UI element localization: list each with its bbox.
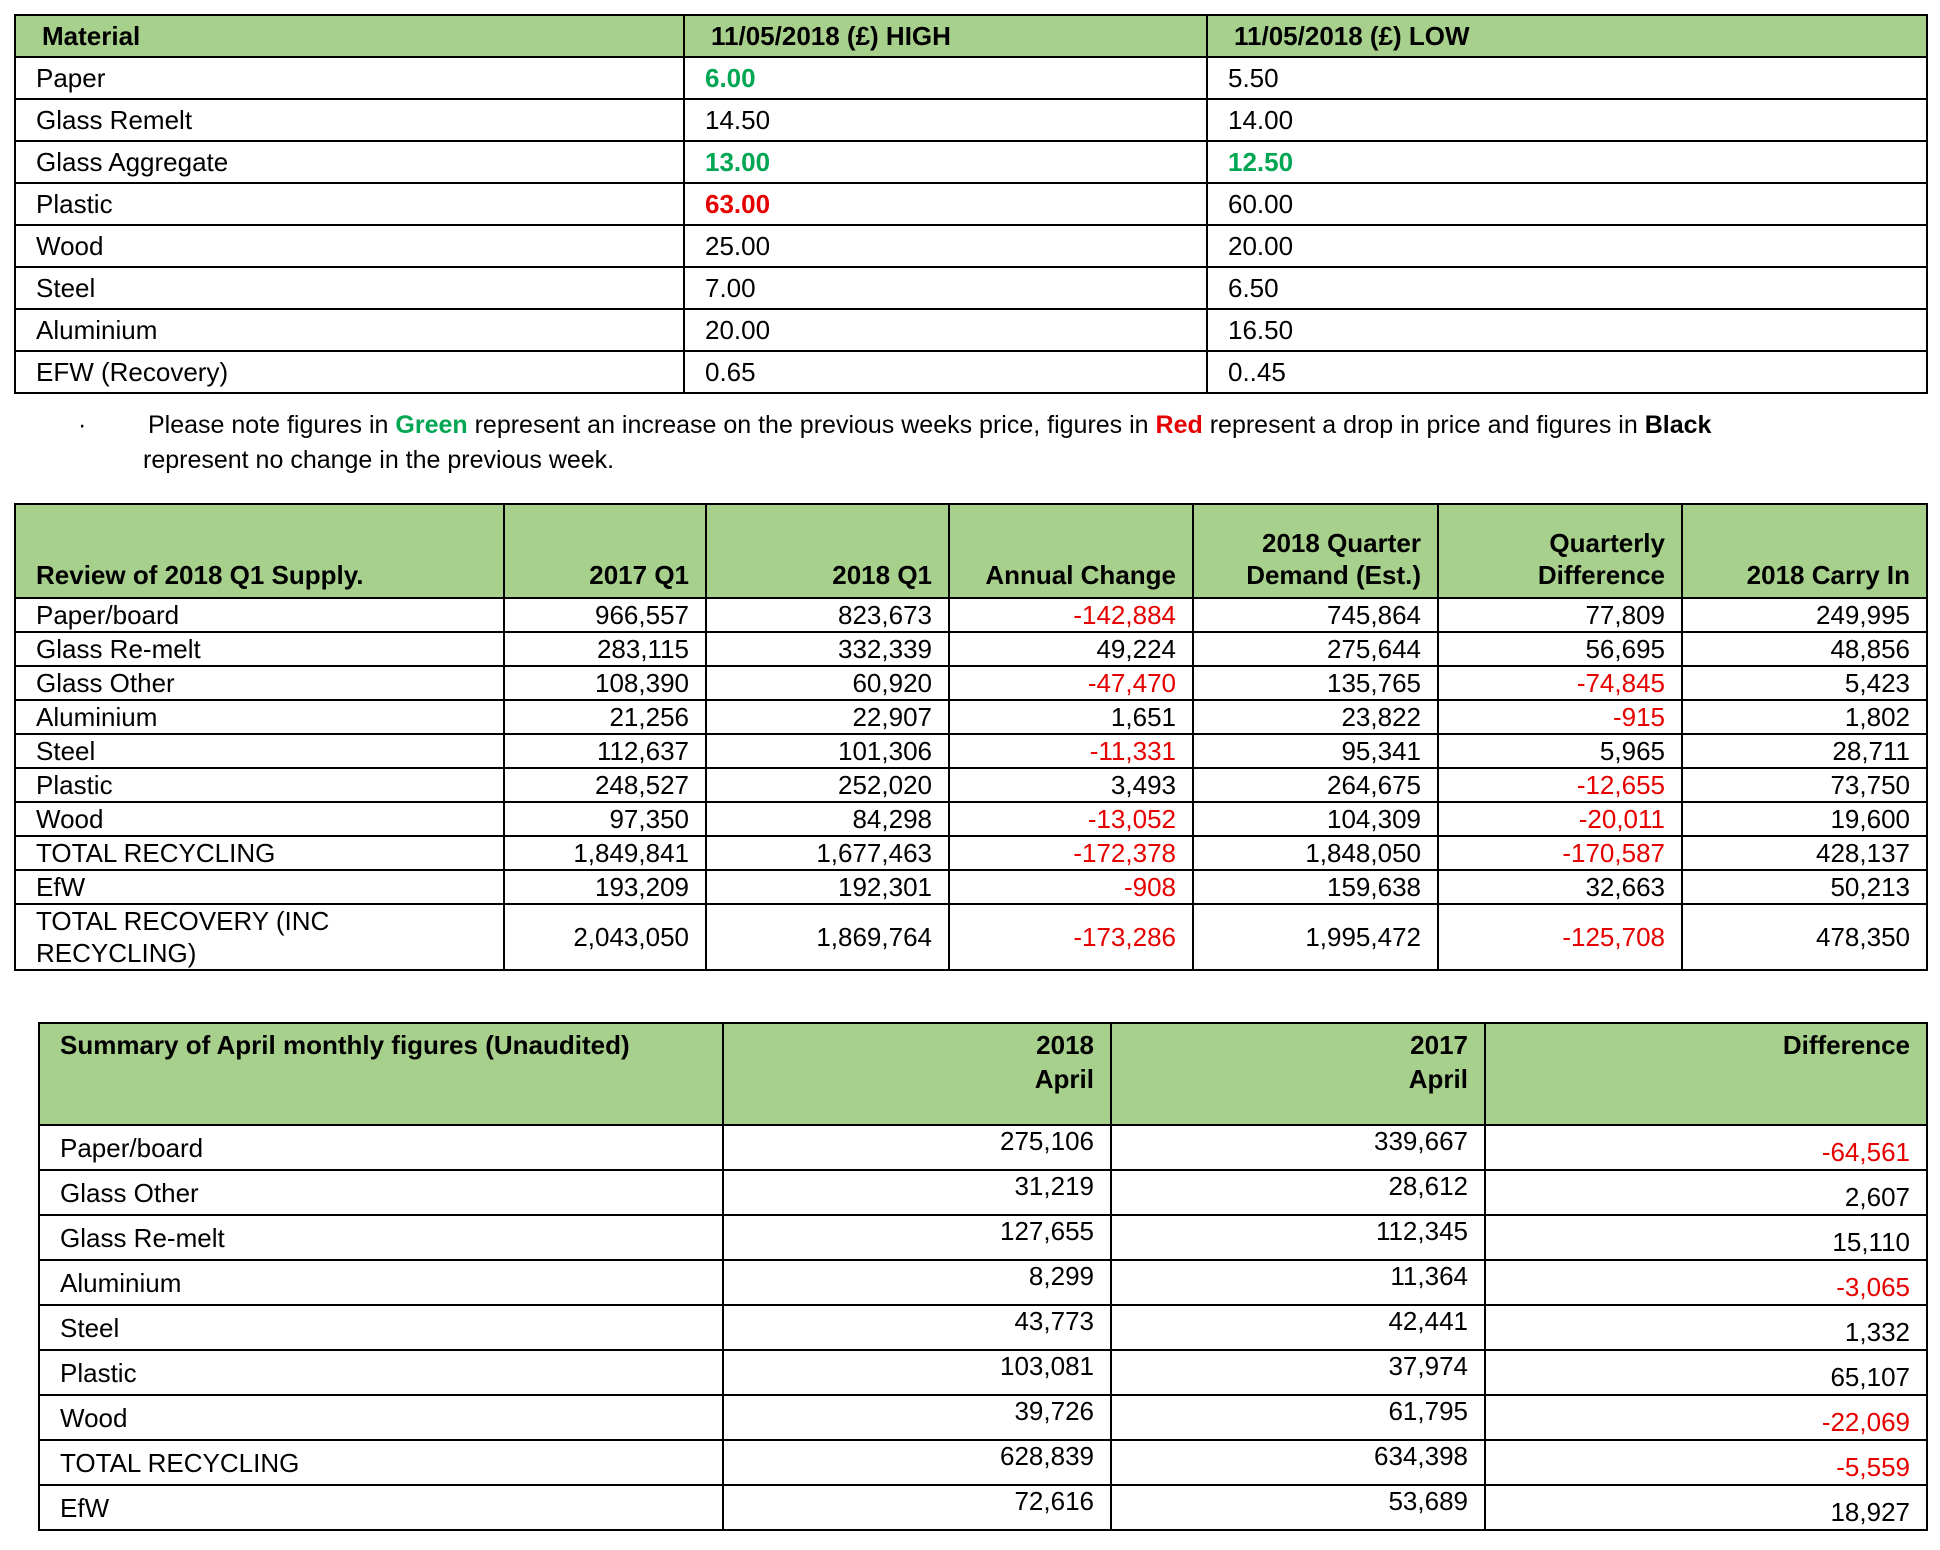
quarterly-difference-cell: 77,809 xyxy=(1438,598,1682,632)
carry-in-cell: 478,350 xyxy=(1682,904,1927,970)
carry-in-cell: 428,137 xyxy=(1682,836,1927,870)
supply-label-cell: Steel xyxy=(15,734,504,768)
april-difference-cell: -5,559 xyxy=(1485,1440,1927,1485)
april-2018-cell: 275,106 xyxy=(723,1125,1111,1170)
note-line-1 xyxy=(148,408,1711,443)
april-row xyxy=(39,1260,1927,1305)
supply-label-cell: Glass Re-melt xyxy=(15,632,504,666)
q1-2017-cell: 1,849,841 xyxy=(504,836,706,870)
q1-2017-cell: 966,557 xyxy=(504,598,706,632)
supply-row xyxy=(15,632,1927,666)
note-green-word: Green xyxy=(395,411,468,439)
price-row xyxy=(15,267,1927,309)
material-cell: Paper xyxy=(15,57,684,99)
high-price-cell: 25.00 xyxy=(684,225,1207,267)
supply-label-cell: Aluminium xyxy=(15,700,504,734)
q1-2018-cell: 60,920 xyxy=(706,666,949,700)
note-text: represent an increase on the previous weeks price, figures in xyxy=(467,411,1156,439)
supply-table-header xyxy=(15,504,1927,598)
annual-change-cell: 3,493 xyxy=(949,768,1193,802)
high-price-cell: 13.00 xyxy=(684,141,1207,183)
material-cell: Glass Remelt xyxy=(15,99,684,141)
low-price-cell: 5.50 xyxy=(1207,57,1927,99)
header-quarter-demand: 2018 Quarter Demand (Est.) xyxy=(1193,504,1438,598)
april-2017-cell: 11,364 xyxy=(1111,1260,1485,1305)
april-difference-cell: -3,065 xyxy=(1485,1260,1927,1305)
note-bullet: · xyxy=(78,411,87,439)
header-quarterly-difference: Quarterly Difference xyxy=(1438,504,1682,598)
april-difference-cell: 65,107 xyxy=(1485,1350,1927,1395)
supply-row xyxy=(15,904,1927,970)
quarter-demand-cell: 1,848,050 xyxy=(1193,836,1438,870)
april-difference-cell: 1,332 xyxy=(1485,1305,1927,1350)
supply-label-cell: TOTAL RECYCLING xyxy=(15,836,504,870)
april-label-cell: Steel xyxy=(39,1305,723,1350)
supply-row xyxy=(15,836,1927,870)
april-row xyxy=(39,1485,1927,1530)
april-label-cell: Wood xyxy=(39,1395,723,1440)
supply-review-table xyxy=(14,503,1928,971)
carry-in-cell: 5,423 xyxy=(1682,666,1927,700)
note-line-2: represent no change in the previous week. xyxy=(143,446,615,474)
carry-in-cell: 50,213 xyxy=(1682,870,1927,904)
low-price-cell: 12.50 xyxy=(1207,141,1927,183)
supply-row xyxy=(15,734,1927,768)
april-difference-cell: 18,927 xyxy=(1485,1485,1927,1530)
q1-2017-cell: 21,256 xyxy=(504,700,706,734)
carry-in-cell: 28,711 xyxy=(1682,734,1927,768)
q1-2018-cell: 252,020 xyxy=(706,768,949,802)
supply-label-cell: TOTAL RECOVERY (INC RECYCLING) xyxy=(15,904,504,970)
header-2018-q1: 2018 Q1 xyxy=(706,504,949,598)
q1-2017-cell: 2,043,050 xyxy=(504,904,706,970)
quarterly-difference-cell: -12,655 xyxy=(1438,768,1682,802)
quarter-demand-cell: 104,309 xyxy=(1193,802,1438,836)
note-black-word: Black xyxy=(1644,411,1712,439)
april-table-header xyxy=(39,1023,1927,1125)
low-price-cell: 60.00 xyxy=(1207,183,1927,225)
april-2018-cell: 43,773 xyxy=(723,1305,1111,1350)
annual-change-cell: -908 xyxy=(949,870,1193,904)
quarter-demand-cell: 264,675 xyxy=(1193,768,1438,802)
price-row xyxy=(15,141,1927,183)
price-row xyxy=(15,309,1927,351)
april-2017-cell: 42,441 xyxy=(1111,1305,1485,1350)
quarter-demand-cell: 745,864 xyxy=(1193,598,1438,632)
april-2017-cell: 112,345 xyxy=(1111,1215,1485,1260)
april-label-cell: EfW xyxy=(39,1485,723,1530)
price-table-header xyxy=(15,15,1927,57)
quarterly-difference-cell: -74,845 xyxy=(1438,666,1682,700)
quarter-demand-cell: 135,765 xyxy=(1193,666,1438,700)
april-row xyxy=(39,1350,1927,1395)
quarterly-difference-cell: 32,663 xyxy=(1438,870,1682,904)
carry-in-cell: 19,600 xyxy=(1682,802,1927,836)
q1-2018-cell: 22,907 xyxy=(706,700,949,734)
price-row xyxy=(15,57,1927,99)
april-2017-cell: 28,612 xyxy=(1111,1170,1485,1215)
april-label-cell: Paper/board xyxy=(39,1125,723,1170)
price-row xyxy=(15,183,1927,225)
april-summary-table xyxy=(38,1022,1928,1531)
price-row xyxy=(15,225,1927,267)
q1-2018-cell: 823,673 xyxy=(706,598,949,632)
q1-2018-cell: 101,306 xyxy=(706,734,949,768)
header-month: April xyxy=(1408,1064,1468,1094)
april-row xyxy=(39,1215,1927,1260)
q1-2018-cell: 1,869,764 xyxy=(706,904,949,970)
supply-row xyxy=(15,802,1927,836)
low-price-cell: 14.00 xyxy=(1207,99,1927,141)
supply-label-cell: EfW xyxy=(15,870,504,904)
supply-row xyxy=(15,666,1927,700)
low-price-cell: 6.50 xyxy=(1207,267,1927,309)
april-difference-cell: 2,607 xyxy=(1485,1170,1927,1215)
q1-2017-cell: 193,209 xyxy=(504,870,706,904)
april-2017-cell: 634,398 xyxy=(1111,1440,1485,1485)
april-label-cell: Glass Other xyxy=(39,1170,723,1215)
quarter-demand-cell: 159,638 xyxy=(1193,870,1438,904)
high-price-cell: 14.50 xyxy=(684,99,1207,141)
april-label-cell: Aluminium xyxy=(39,1260,723,1305)
april-2018-cell: 39,726 xyxy=(723,1395,1111,1440)
q1-2017-cell: 283,115 xyxy=(504,632,706,666)
header-annual-change: Annual Change xyxy=(949,504,1193,598)
high-price-cell: 6.00 xyxy=(684,57,1207,99)
quarterly-difference-cell: -20,011 xyxy=(1438,802,1682,836)
q1-2018-cell: 1,677,463 xyxy=(706,836,949,870)
april-2018-cell: 72,616 xyxy=(723,1485,1111,1530)
annual-change-cell: -172,378 xyxy=(949,836,1193,870)
april-difference-cell: -22,069 xyxy=(1485,1395,1927,1440)
april-2017-cell: 37,974 xyxy=(1111,1350,1485,1395)
annual-change-cell: 49,224 xyxy=(949,632,1193,666)
price-row xyxy=(15,351,1927,393)
supply-row xyxy=(15,700,1927,734)
low-price-cell: 20.00 xyxy=(1207,225,1927,267)
annual-change-cell: -142,884 xyxy=(949,598,1193,632)
q1-2018-cell: 332,339 xyxy=(706,632,949,666)
header-summary: Summary of April monthly figures (Unaudited) xyxy=(39,1023,723,1125)
header-low: 11/05/2018 (£) LOW xyxy=(1207,15,1927,57)
supply-label-cell: Wood xyxy=(15,802,504,836)
april-difference-cell: -64,561 xyxy=(1485,1125,1927,1170)
header-high: 11/05/2018 (£) HIGH xyxy=(684,15,1207,57)
high-price-cell: 7.00 xyxy=(684,267,1207,309)
header-month: April xyxy=(1034,1064,1094,1094)
annual-change-cell: -47,470 xyxy=(949,666,1193,700)
note-red-word: Red xyxy=(1155,411,1203,439)
high-price-cell: 63.00 xyxy=(684,183,1207,225)
header-difference: Difference xyxy=(1485,1023,1927,1125)
header-year: 2017 xyxy=(1410,1030,1468,1060)
quarterly-difference-cell: -915 xyxy=(1438,700,1682,734)
note-text: Please note figures in xyxy=(148,411,396,439)
material-cell: Plastic xyxy=(15,183,684,225)
supply-label-cell: Plastic xyxy=(15,768,504,802)
material-cell: Aluminium xyxy=(15,309,684,351)
carry-in-cell: 73,750 xyxy=(1682,768,1927,802)
low-price-cell: 0..45 xyxy=(1207,351,1927,393)
april-2017-cell: 339,667 xyxy=(1111,1125,1485,1170)
april-2018-cell: 8,299 xyxy=(723,1260,1111,1305)
april-label-cell: TOTAL RECYCLING xyxy=(39,1440,723,1485)
high-price-cell: 20.00 xyxy=(684,309,1207,351)
april-row xyxy=(39,1125,1927,1170)
annual-change-cell: -13,052 xyxy=(949,802,1193,836)
supply-row xyxy=(15,870,1927,904)
april-row xyxy=(39,1305,1927,1350)
quarter-demand-cell: 1,995,472 xyxy=(1193,904,1438,970)
carry-in-cell: 48,856 xyxy=(1682,632,1927,666)
q1-2018-cell: 84,298 xyxy=(706,802,949,836)
header-review: Review of 2018 Q1 Supply. xyxy=(15,504,504,598)
header-2017-q1: 2017 Q1 xyxy=(504,504,706,598)
quarterly-difference-cell: -125,708 xyxy=(1438,904,1682,970)
quarter-demand-cell: 23,822 xyxy=(1193,700,1438,734)
supply-label-cell: Glass Other xyxy=(15,666,504,700)
material-cell: EFW (Recovery) xyxy=(15,351,684,393)
supply-label-cell: Paper/board xyxy=(15,598,504,632)
q1-2017-cell: 112,637 xyxy=(504,734,706,768)
material-cell: Steel xyxy=(15,267,684,309)
price-table xyxy=(14,14,1928,394)
q1-2018-cell: 192,301 xyxy=(706,870,949,904)
header-material: Material xyxy=(15,15,684,57)
april-2018-cell: 103,081 xyxy=(723,1350,1111,1395)
april-row xyxy=(39,1395,1927,1440)
q1-2017-cell: 108,390 xyxy=(504,666,706,700)
quarterly-difference-cell: -170,587 xyxy=(1438,836,1682,870)
april-label-cell: Plastic xyxy=(39,1350,723,1395)
supply-row xyxy=(15,598,1927,632)
april-row xyxy=(39,1440,1927,1485)
april-row xyxy=(39,1170,1927,1215)
april-2017-cell: 61,795 xyxy=(1111,1395,1485,1440)
low-price-cell: 16.50 xyxy=(1207,309,1927,351)
april-2017-cell: 53,689 xyxy=(1111,1485,1485,1530)
carry-in-cell: 1,802 xyxy=(1682,700,1927,734)
carry-in-cell: 249,995 xyxy=(1682,598,1927,632)
supply-row xyxy=(15,768,1927,802)
annual-change-cell: 1,651 xyxy=(949,700,1193,734)
price-row xyxy=(15,99,1927,141)
quarter-demand-cell: 95,341 xyxy=(1193,734,1438,768)
april-2018-cell: 628,839 xyxy=(723,1440,1111,1485)
annual-change-cell: -173,286 xyxy=(949,904,1193,970)
header-2017-april xyxy=(1111,1023,1485,1125)
q1-2017-cell: 97,350 xyxy=(504,802,706,836)
quarter-demand-cell: 275,644 xyxy=(1193,632,1438,666)
note-text: represent a drop in price and figures in xyxy=(1202,411,1645,439)
header-2018-april xyxy=(723,1023,1111,1125)
april-2018-cell: 127,655 xyxy=(723,1215,1111,1260)
quarterly-difference-cell: 5,965 xyxy=(1438,734,1682,768)
high-price-cell: 0.65 xyxy=(684,351,1207,393)
annual-change-cell: -11,331 xyxy=(949,734,1193,768)
quarterly-difference-cell: 56,695 xyxy=(1438,632,1682,666)
material-cell: Glass Aggregate xyxy=(15,141,684,183)
material-cell: Wood xyxy=(15,225,684,267)
april-difference-cell: 15,110 xyxy=(1485,1215,1927,1260)
april-label-cell: Glass Re-melt xyxy=(39,1215,723,1260)
april-2018-cell: 31,219 xyxy=(723,1170,1111,1215)
header-year: 2018 xyxy=(1036,1030,1094,1060)
header-carry-in: 2018 Carry In xyxy=(1682,504,1927,598)
q1-2017-cell: 248,527 xyxy=(504,768,706,802)
